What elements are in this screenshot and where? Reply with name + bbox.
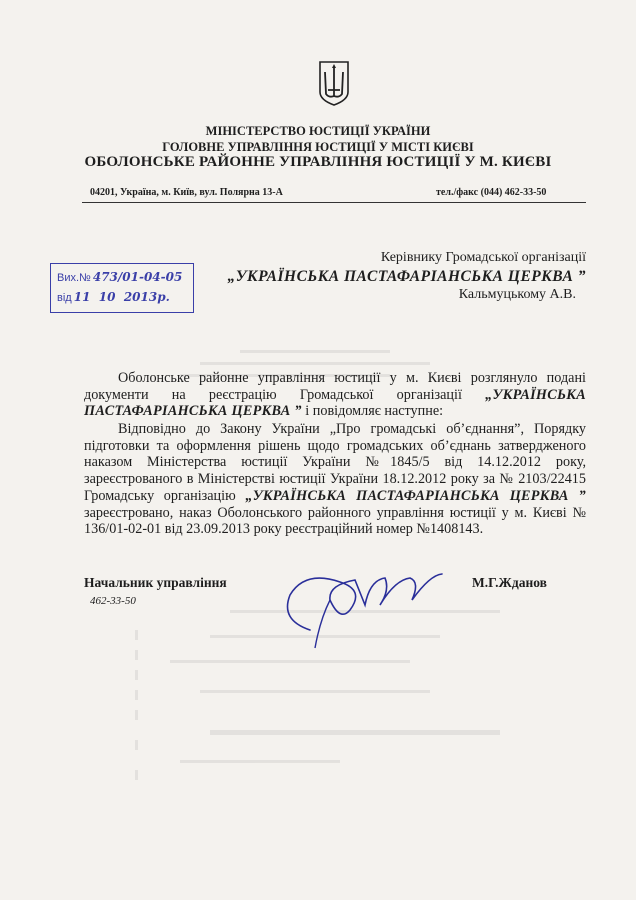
- signatory-phone: 462-33-50: [90, 595, 136, 607]
- stamp-date-value: 11 10 2013р.: [73, 290, 170, 304]
- paragraph-1-text: Оболонське районне управління юстиції у м. Києві розглянуло подані документи на реєстрацію Громадської організації: [84, 370, 586, 403]
- paragraph-1: [84, 370, 586, 420]
- signatory-name: М.Г.Жданов: [472, 575, 547, 590]
- paragraph-2-text: Відповідно до Закону України „Про громадські об’єднання”, Порядку підготовки та оформлення рішень щодо громадських об’єднань затвердженого наказом Міністерства юстиції України №1845/5 від 14.12.2012 року, зареєстрованого в Міністерстві юстиції України 18.12.2012 року за № 2103/22415 Громадську організацію: [84, 421, 586, 504]
- stamp-number-row: [57, 270, 182, 286]
- stamp-number-label: Вих.№: [57, 272, 91, 284]
- stamp-date-row: [57, 290, 170, 306]
- addressee-person: Кальмуцькому А.В.: [458, 287, 576, 302]
- stamp-number-value: 473/01-04-05: [92, 270, 183, 284]
- main-directorate-heading: ГОЛОВНЕ УПРАВЛІННЯ ЮСТИЦІЇ У МІСТІ КИЄВІ: [162, 140, 474, 154]
- sender-address: 04201, Україна, м. Київ, вул. Полярна 13-А: [90, 187, 283, 198]
- paragraph-1-end: і повідомляє наступне:: [301, 403, 444, 420]
- paragraph-2-org: „УКРАЇНСЬКА ПАСТАФАРІАНСЬКА ЦЕРКВА ”: [245, 487, 587, 504]
- ministry-heading: МІНІСТЕРСТВО ЮСТИЦІЇ УКРАЇНИ: [205, 124, 431, 138]
- paragraph-1-org: „УКРАЇНСЬКА ПАСТАФАРІАНСЬКА ЦЕРКВА ”: [84, 386, 586, 420]
- paragraph-2-end: зареєстровано, наказ Оболонського районного управління юстиції у м. Києві № 136/01-02-01 від 23.09.2013 року реєстраційний номер №1408143.: [84, 504, 586, 538]
- outgoing-number-stamp: [50, 263, 194, 313]
- header-divider: [82, 202, 586, 203]
- addressee-position: Керівнику Громадської організації: [380, 250, 586, 265]
- coat-of-arms-icon: [318, 60, 350, 106]
- handwritten-signature: [270, 560, 450, 650]
- sender-phone: тел./факс (044) 462-33-50: [436, 187, 547, 198]
- district-directorate-heading: ОБОЛОНСЬКЕ РАЙОННЕ УПРАВЛІННЯ ЮСТИЦІЇ У М. КИЄВІ: [84, 154, 552, 170]
- addressee-organization: „УКРАЇНСЬКА ПАСТАФАРІАНСЬКА ЦЕРКВА ”: [227, 268, 586, 285]
- paragraph-2: [84, 421, 586, 538]
- stamp-date-label: від: [57, 292, 72, 304]
- signatory-title: Начальник управління: [84, 575, 227, 590]
